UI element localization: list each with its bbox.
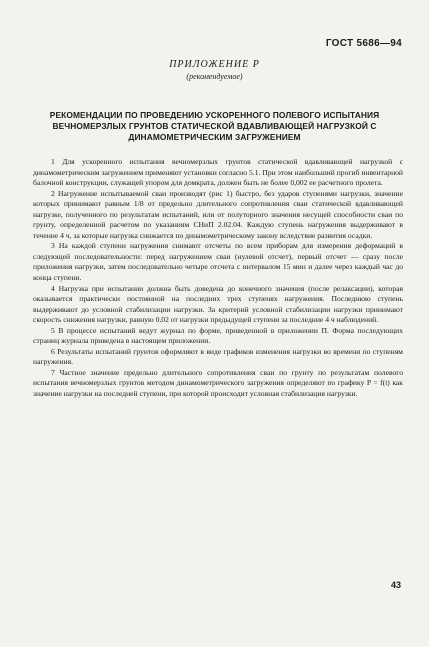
paragraph-4: 4 Нагрузка при испытании должна быть доведена до конечного значения (после релаксации), которая оказывается практически постоянной на последних трех ступенях нагружения. Последнюю ступень выдерживают до условной стабилизации нагрузки. За критерий условной стабилизации нагрузки принимают скорость снижения нагрузки, равную 0,02 от нагрузки предыдущей ступени за последние 4 ч наблюдений. bbox=[33, 283, 403, 325]
paragraph-2: 2 Нагружение испытываемой сваи производят (рис 1) быстро, без ударов ступенями нагрузки, значение которых принимают равным 1/8 от предельно длительного сопротивления сваи статической вдавливающей нагрузке, полученного по результатам испытаний, или от полуторного значения несущей способности сваи по грунту, определенной расчетом по указаниям СНиП 2.02.04. Каждую ступень нагружения выдерживают в течение 4 ч, за которые нагрузка снижается по динамометрическому закону вследствие развития осадки. bbox=[33, 188, 403, 240]
paragraph-1: 1 Для ускоренного испытания вечномерзлых грунтов статической вдавливающей нагрузкой с динамометрическим загружением применяют установки согласно 5.1. При этом наибольший прогиб инвентарной балочной конструкции, служащей упором для домкрата, должен быть не более 0,002 ее расчетного пролета. bbox=[33, 157, 403, 188]
paragraph-7: 7 Частное значение предельно длительного сопротивления сваи по грунту по результатам полевого испытания вечномерзлых грунтов методом динамометрического загружения определяют по графику P = f(t) как значение нагрузки на последней ступени, при которой происходит условная стабилизация нагрузки. bbox=[33, 367, 403, 399]
page-number: 43 bbox=[390, 580, 401, 590]
body-text bbox=[33, 157, 403, 400]
paragraph-5: 5 В процессе испытаний ведут журнал по форме, приведенной в приложении П. Форма последующих страниц журнала приведена в настоящем приложении. bbox=[33, 325, 403, 346]
standard-number: ГОСТ 5686—94 bbox=[325, 38, 402, 49]
appendix-subtitle: (рекомендуемое) bbox=[186, 72, 243, 81]
appendix-title: ПРИЛОЖЕНИЕ Р bbox=[169, 59, 260, 70]
paragraph-3: 3 На каждой ступени нагружения снимают отсчеты по всем приборам для измерения деформаций в следующей последовательности: перед нагружением сваи (нулевой отсчет), первый отсчет — сразу после приложения нагрузки, затем последовательно четыре отсчета с интервалом 15 мин и далее через каждый час до конца ступени. bbox=[33, 241, 403, 283]
section-heading: РЕКОМЕНДАЦИИ ПО ПРОВЕДЕНИЮ УСКОРЕННОГО ПОЛЕВОГО ИСПЫТАНИЯ ВЕЧНОМЕРЗЛЫХ ГРУНТОВ СТАТИЧЕСКОЙ ВДАВЛИВАЮЩЕЙ НАГРУЗКОЙ С ДИНАМОМЕТРИЧЕСКИМ ЗАГРУЖЕНИЕМ bbox=[49, 110, 380, 142]
paragraph-6: 6 Результаты испытаний грунтов оформляют в виде графиков изменения нагрузки во времени по ступеням нагружения. bbox=[33, 346, 403, 367]
